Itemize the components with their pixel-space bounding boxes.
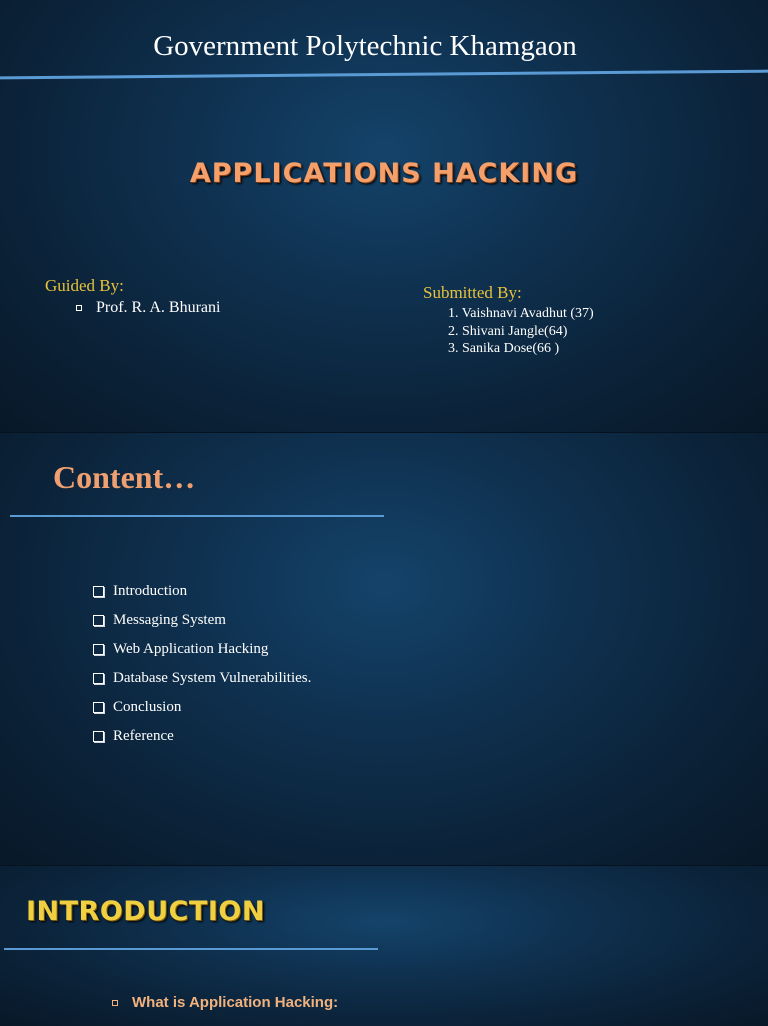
submitted-by-list [448,305,594,358]
presentation-title: APPLICATIONS HACKING [189,158,579,189]
square-bullet-icon [112,1000,118,1006]
content-item-label: Database System Vulnerabilities. [113,670,312,686]
submitted-by-label: Submitted By: [423,283,522,302]
header-rule [0,70,768,80]
submitter-item: 2. Shivani Jangle(64) [448,323,568,339]
guided-by-label: Guided By: [45,276,124,295]
square-bullet-icon [76,305,82,311]
content-item-label: Reference [113,728,174,744]
introduction-item [112,994,338,1011]
content-item-label: Introduction [113,583,188,599]
content-list [93,577,311,751]
content-item [93,577,311,606]
slide-introduction [0,865,768,1026]
introduction-rule [4,948,378,950]
guided-by-list [76,299,220,317]
checkbox-bullet-icon [93,673,104,684]
content-item [93,664,311,693]
content-item [93,635,311,664]
checkbox-bullet-icon [93,702,104,713]
institution-name: Government Polytechnic Khamgaon [153,30,577,62]
introduction-item-label: What is Application Hacking: [132,994,339,1011]
checkbox-bullet-icon [93,644,104,655]
content-item [93,722,311,751]
content-rule [10,515,384,517]
slide-content [0,432,768,865]
checkbox-bullet-icon [93,731,104,742]
slide-title [0,0,768,432]
checkbox-bullet-icon [93,586,104,597]
content-item-label: Conclusion [113,699,182,715]
content-item [93,606,311,635]
introduction-title: INTRODUCTION [26,896,265,927]
submitter-item: 3. Sanika Dose(66 ) [448,341,560,356]
content-item-label: Web Application Hacking [113,641,269,657]
checkbox-bullet-icon [93,615,104,626]
content-item-label: Messaging System [113,612,226,628]
content-item [93,693,311,722]
submitter-item: 1. Vaishnavi Avadhut (37) [448,306,594,321]
guided-by-name: Prof. R. A. Bhurani [96,299,221,316]
guided-by-item [76,299,220,317]
content-title: Content… [53,459,196,495]
